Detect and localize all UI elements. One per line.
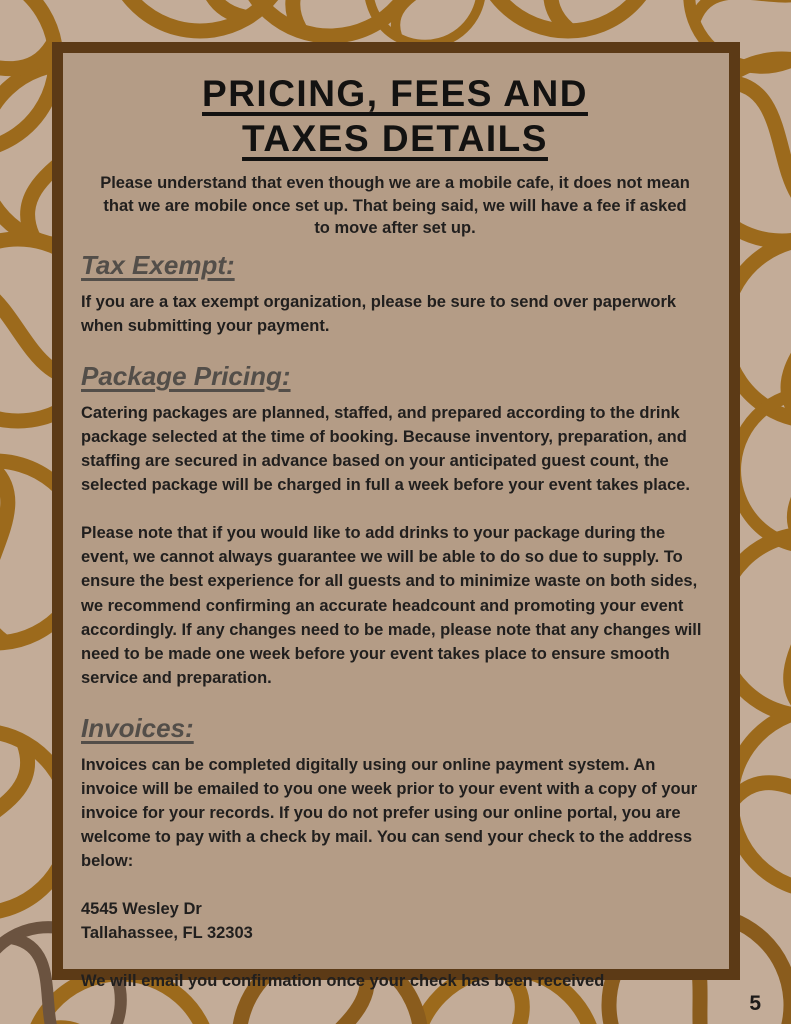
invoices-paragraph: Invoices can be completed digitally using our online payment system. An invoice will be emailed to you one week prior to your event with a copy of your invoice for your records. If you do not prefer using our online portal, you are welcome to pay with a check by mail. You can send your check to the address below: — [81, 755, 698, 871]
intro-paragraph: Please understand that even though we are a mobile cafe, it does not mean that we are mobile once set up. That being said, we will have a fee if asked to move after set up. — [100, 174, 690, 237]
section-heading-tax-exempt: Tax Exempt: — [81, 250, 235, 281]
closing-note: We will email you confirmation once your check has been received — [81, 972, 605, 991]
mailing-address — [81, 897, 709, 945]
address-line-1: 4545 Wesley Dr — [81, 900, 202, 919]
package-pricing-paragraph-1: Catering packages are planned, staffed, and prepared according to the drink package selected at the time of booking. Because inventory, preparation, and staffing are secured in advance based on your anticipated guest count, the selected package will be charged in full a week before your event takes place. — [81, 403, 690, 495]
page-title-line-1: PRICING, FEES AND — [202, 73, 588, 114]
section-heading-invoices: Invoices: — [81, 712, 194, 743]
page-number: 5 — [749, 992, 761, 1015]
address-line-2: Tallahassee, FL 32303 — [81, 924, 253, 943]
page-title — [81, 71, 709, 161]
section-heading-package-pricing: Package Pricing: — [81, 361, 291, 392]
page-title-line-2: TAXES DETAILS — [242, 118, 548, 160]
content-panel — [52, 42, 740, 991]
package-pricing-paragraph-2: Please note that if you would like to add drinks to your package during the event, we cannot always guarantee we will be able to do so due to supply. To ensure the best experience for all guests and to minimize waste on both sides, we recommend confirming an accurate headcount and promoting your event accordingly. If any changes need to be made, please note that any changes will need to be made one week before your event takes place to ensure smooth service and preparation. — [81, 524, 702, 687]
tax-exempt-paragraph: If you are a tax exempt organization, please be sure to send over paperwork when submitting your payment. — [81, 292, 677, 336]
